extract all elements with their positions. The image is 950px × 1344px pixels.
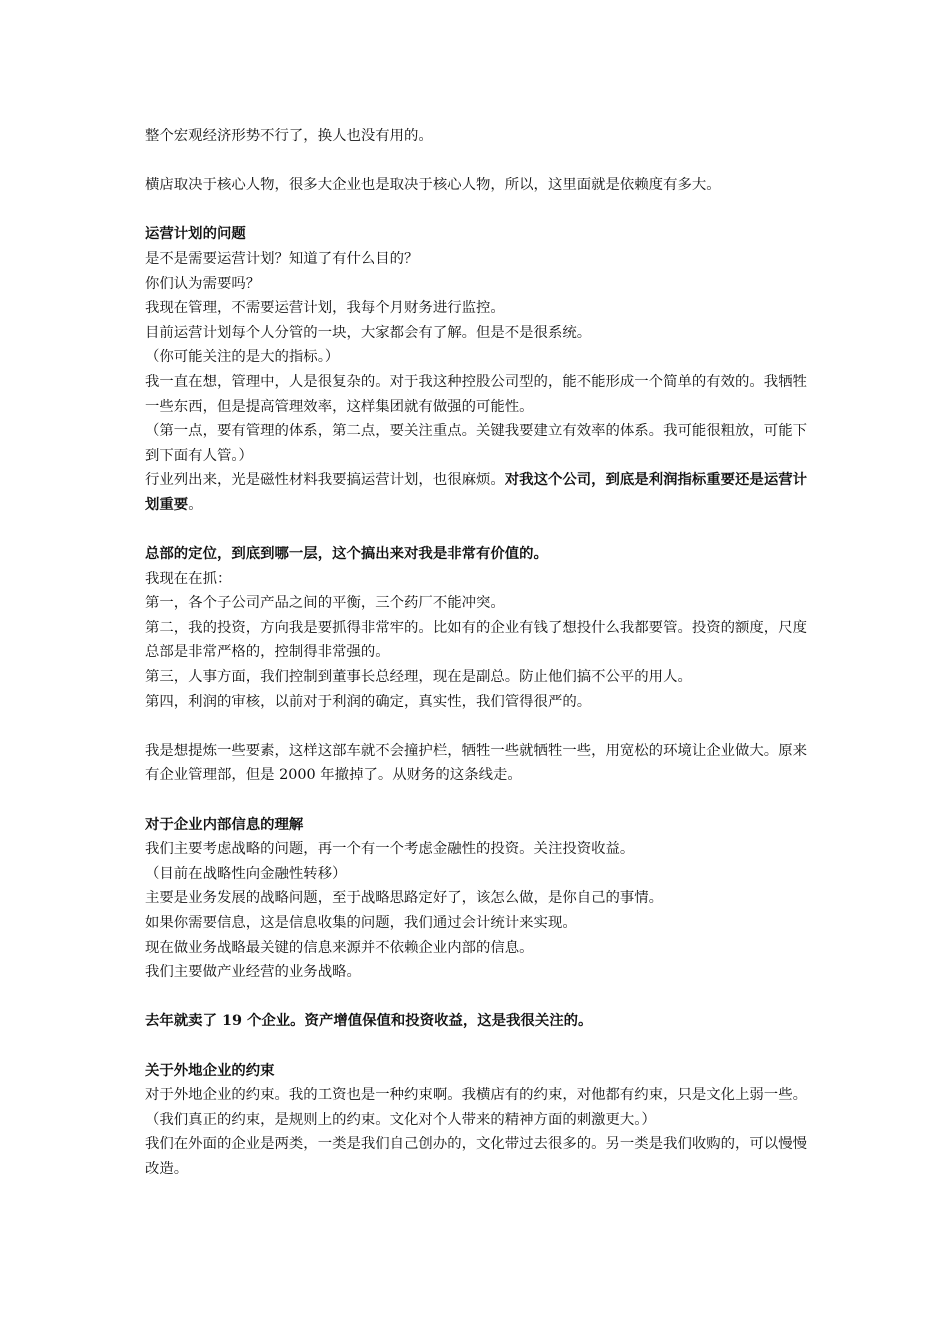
spacer <box>145 985 810 1010</box>
paragraph: 第一，各个子公司产品之间的平衡，三个药厂不能冲突。 <box>145 595 505 612</box>
paragraph: 我们在外面的企业是两类，一类是我们自己创办的，文化带过去很多的。另一类是我们收购的，可以慢慢改造。 <box>145 1136 807 1177</box>
paragraph: 你们认为需要吗？ <box>145 275 261 292</box>
paragraph: 我们主要做产业经营的业务战略。 <box>145 964 361 981</box>
spacer <box>145 518 810 543</box>
paragraph: （第一点，要有管理的体系，第二点，要关注重点。关键我要建立有效率的体系。我可能很粗放，可能下到下面有人管。） <box>145 423 807 464</box>
section-heading: 对于企业内部信息的理解 <box>145 815 304 833</box>
paragraph: 我们主要考虑战略的问题，再一个有一个考虑金融性的投资。关注投资收益。 <box>145 841 635 858</box>
paragraph <box>145 468 810 517</box>
paragraph: （目前在战略性向金融性转移） <box>145 865 347 882</box>
paragraph: 我现在管理，不需要运营计划，我每个月财务进行监控。 <box>145 300 505 317</box>
paragraph: 现在做业务战略最关键的信息来源并不依赖企业内部的信息。 <box>145 939 534 956</box>
paragraph: （你可能关注的是大的指标。） <box>145 349 340 366</box>
paragraph: 第二，我的投资，方向我是要抓得非常牢的。比如有的企业有钱了想投什么我都要管。投资的额度，尺度总部是非常严格的，控制得非常强的。 <box>145 619 807 661</box>
highlight-statement: 去年就卖了 19 个企业。资产增值保值和投资收益，这是我很关注的。 <box>145 1012 593 1030</box>
text-run: 行业列出来，光是磁性材料我要搞运营计划，也很麻烦。 <box>145 472 505 489</box>
bold-text-run: 对我这个公司，到底是利润指标重要还是运营计划重要 <box>145 471 807 513</box>
section-heading: 总部的定位，到底到哪一层，这个搞出来对我是非常有价值的。 <box>145 545 548 563</box>
section-heading: 关于外地企业的约束 <box>145 1061 275 1079</box>
paragraph: （我们真正的约束，是规则上的约束。文化对个人带来的精神方面的刺激更大。） <box>145 1111 656 1128</box>
paragraph: 我现在在抓： <box>145 570 232 587</box>
document-page <box>145 124 810 1182</box>
paragraph: 横店取决于核心人物，很多大企业也是取决于核心人物，所以，这里面就是依赖度有多大。 <box>145 177 721 194</box>
paragraph: 主要是业务发展的战略问题，至于战略思路定好了，该怎么做，是你自己的事情。 <box>145 890 664 907</box>
spacer <box>145 149 810 174</box>
paragraph: 我一直在想，管理中，人是很复杂的。对于我这种控股公司型的，能不能形成一个简单的有效的。我牺牲一些东西，但是提高管理效率，这样集团就有做强的可能性。 <box>145 373 807 415</box>
section-heading: 运营计划的问题 <box>145 225 246 243</box>
paragraph: 目前运营计划每个人分管的一块，大家都会有了解。但是不是很系统。 <box>145 324 592 341</box>
text-run: 。 <box>188 496 203 513</box>
paragraph: 对于外地企业的约束。我的工资也是一种约束啊。我横店有的约束，对他都有约束，只是文化上弱一些。 <box>145 1087 807 1104</box>
paragraph: 是不是需要运营计划？知道了有什么目的？ <box>145 250 419 267</box>
paragraph: 第四，利润的审核，以前对于利润的确定，真实性，我们管得很严的。 <box>145 693 592 710</box>
spacer <box>145 198 810 223</box>
paragraph: 如果你需要信息，这是信息收集的问题，我们通过会计统计来实现。 <box>145 915 577 931</box>
paragraph: 第三，人事方面，我们控制到董事长总经理，现在是副总。防止他们搞不公平的用人。 <box>145 669 692 686</box>
paragraph: 我是想提炼一些要素，这样这部车就不会撞护栏，牺牲一些就牺牲一些，用宽松的环境让企业做大。原来有企业管理部，但是 2000 年撤掉了。从财务的这条线走。 <box>145 742 807 784</box>
spacer <box>145 788 810 813</box>
spacer <box>145 714 810 739</box>
paragraph: 整个宏观经济形势不行了，换人也没有用的。 <box>145 128 433 144</box>
spacer <box>145 1034 810 1059</box>
